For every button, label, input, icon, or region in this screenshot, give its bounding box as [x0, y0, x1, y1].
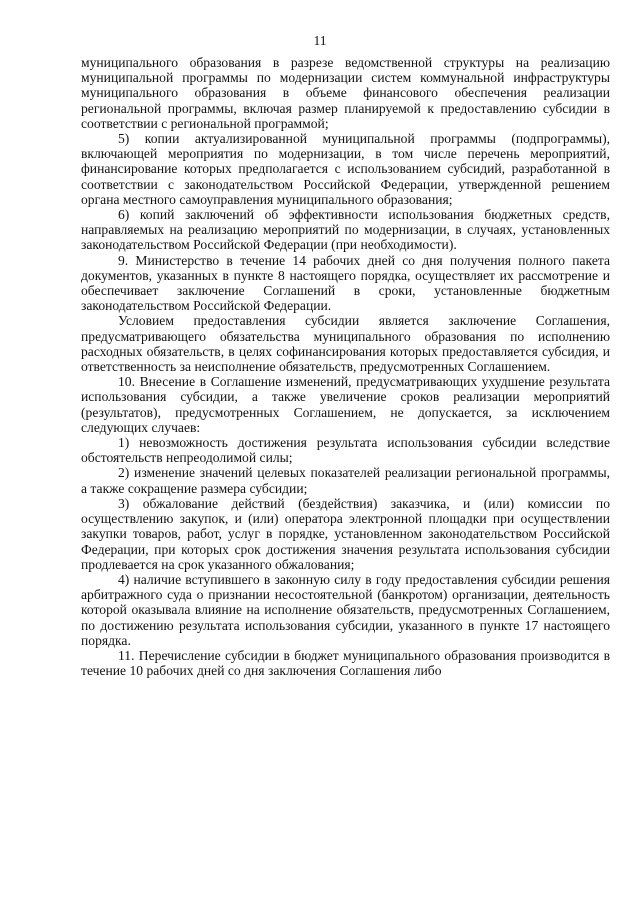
paragraph-section-11: 11. Перечисление субсидии в бюджет муниципального образования производится в течение 10 рабочих дней со дня заключения Соглашения либо: [81, 647, 610, 679]
page-number: 11: [313, 33, 327, 48]
paragraph-section-9: 9. Министерство в течение 14 рабочих дней со дня получения полного пакета документов, указанных в пункте 8 настоящего порядка, осуществляет их рассмотрение и обеспечивает заключение Соглашений в сроки, установленные бюджетным законодательством Российской Федерации.: [81, 252, 610, 314]
paragraph-condition: Условием предоставления субсидии является заключение Соглашения, предусматривающего обязательства муниципального образования по исполнению расходных обязательств, в целях софинансирования которых предоставляется субсидия, и ответственность за неисполнение обязательств, предусмотренных Соглашением.: [81, 313, 610, 375]
paragraph-case-2: 2) изменение значений целевых показателей реализации региональной программы, а также сокращение размера субсидии;: [81, 465, 610, 496]
document-body: [81, 55, 610, 678]
paragraph-item-5: 5) копии актуализированной муниципальной программы (подпрограммы), включающей мероприятия по модернизации, в том числе перечень мероприятий, финансирование которых предполагается с использованием субсидий, разработанной в соответствии с законодательством Российской Федерации, утвержденной решением органа местного самоуправления муниципального образования;: [81, 131, 610, 207]
paragraph-section-10: 10. Внесение в Соглашение изменений, предусматривающих ухудшение результата использования субсидии, а также увеличение сроков реализации мероприятий (результатов), предусмотренных Соглашением, не допускается, за исключением следующих случаев:: [81, 374, 610, 435]
paragraph-case-3: 3) обжалование действий (бездействия) заказчика, и (или) комиссии по осуществлению закупок, и (или) оператора электронной площадки при осуществлении закупки товаров, работ, услуг в порядке, установленном законодательством Российской Федерации, при которых срок достижения значения результата использования субсидии продлевается на срок указанного обжалования;: [81, 495, 610, 572]
paragraph-item-6: 6) копий заключений об эффективности использования бюджетных средств, направляемых на реализацию мероприятий по модернизации, в случаях, установленных законодательством Российской Федерации (при необходимости).: [81, 207, 610, 253]
paragraph-case-1: 1) невозможность достижения результата использования субсидии вследствие обстоятельств непреодолимой силы;: [81, 435, 610, 466]
paragraph-case-4: 4) наличие вступившего в законную силу в году предоставления субсидии решения арбитражного суда о признании несостоятельной (банкротом) организации, деятельность которой оказывала влияние на исполнение обязательств, предусмотренных Соглашением, по достижению результата использования субсидии, указанного в пункте 17 настоящего порядка.: [81, 571, 610, 648]
paragraph-budget-allocation: муниципального образования в разрезе ведомственной структуры на реализацию муниципальной программы по модернизации систем коммунальной инфраструктуры муниципального образования в объеме финансового обеспечения реализации региональной программы, включая размер планируемой к предоставлению субсидии в соответствии с региональной программой;: [81, 55, 610, 131]
